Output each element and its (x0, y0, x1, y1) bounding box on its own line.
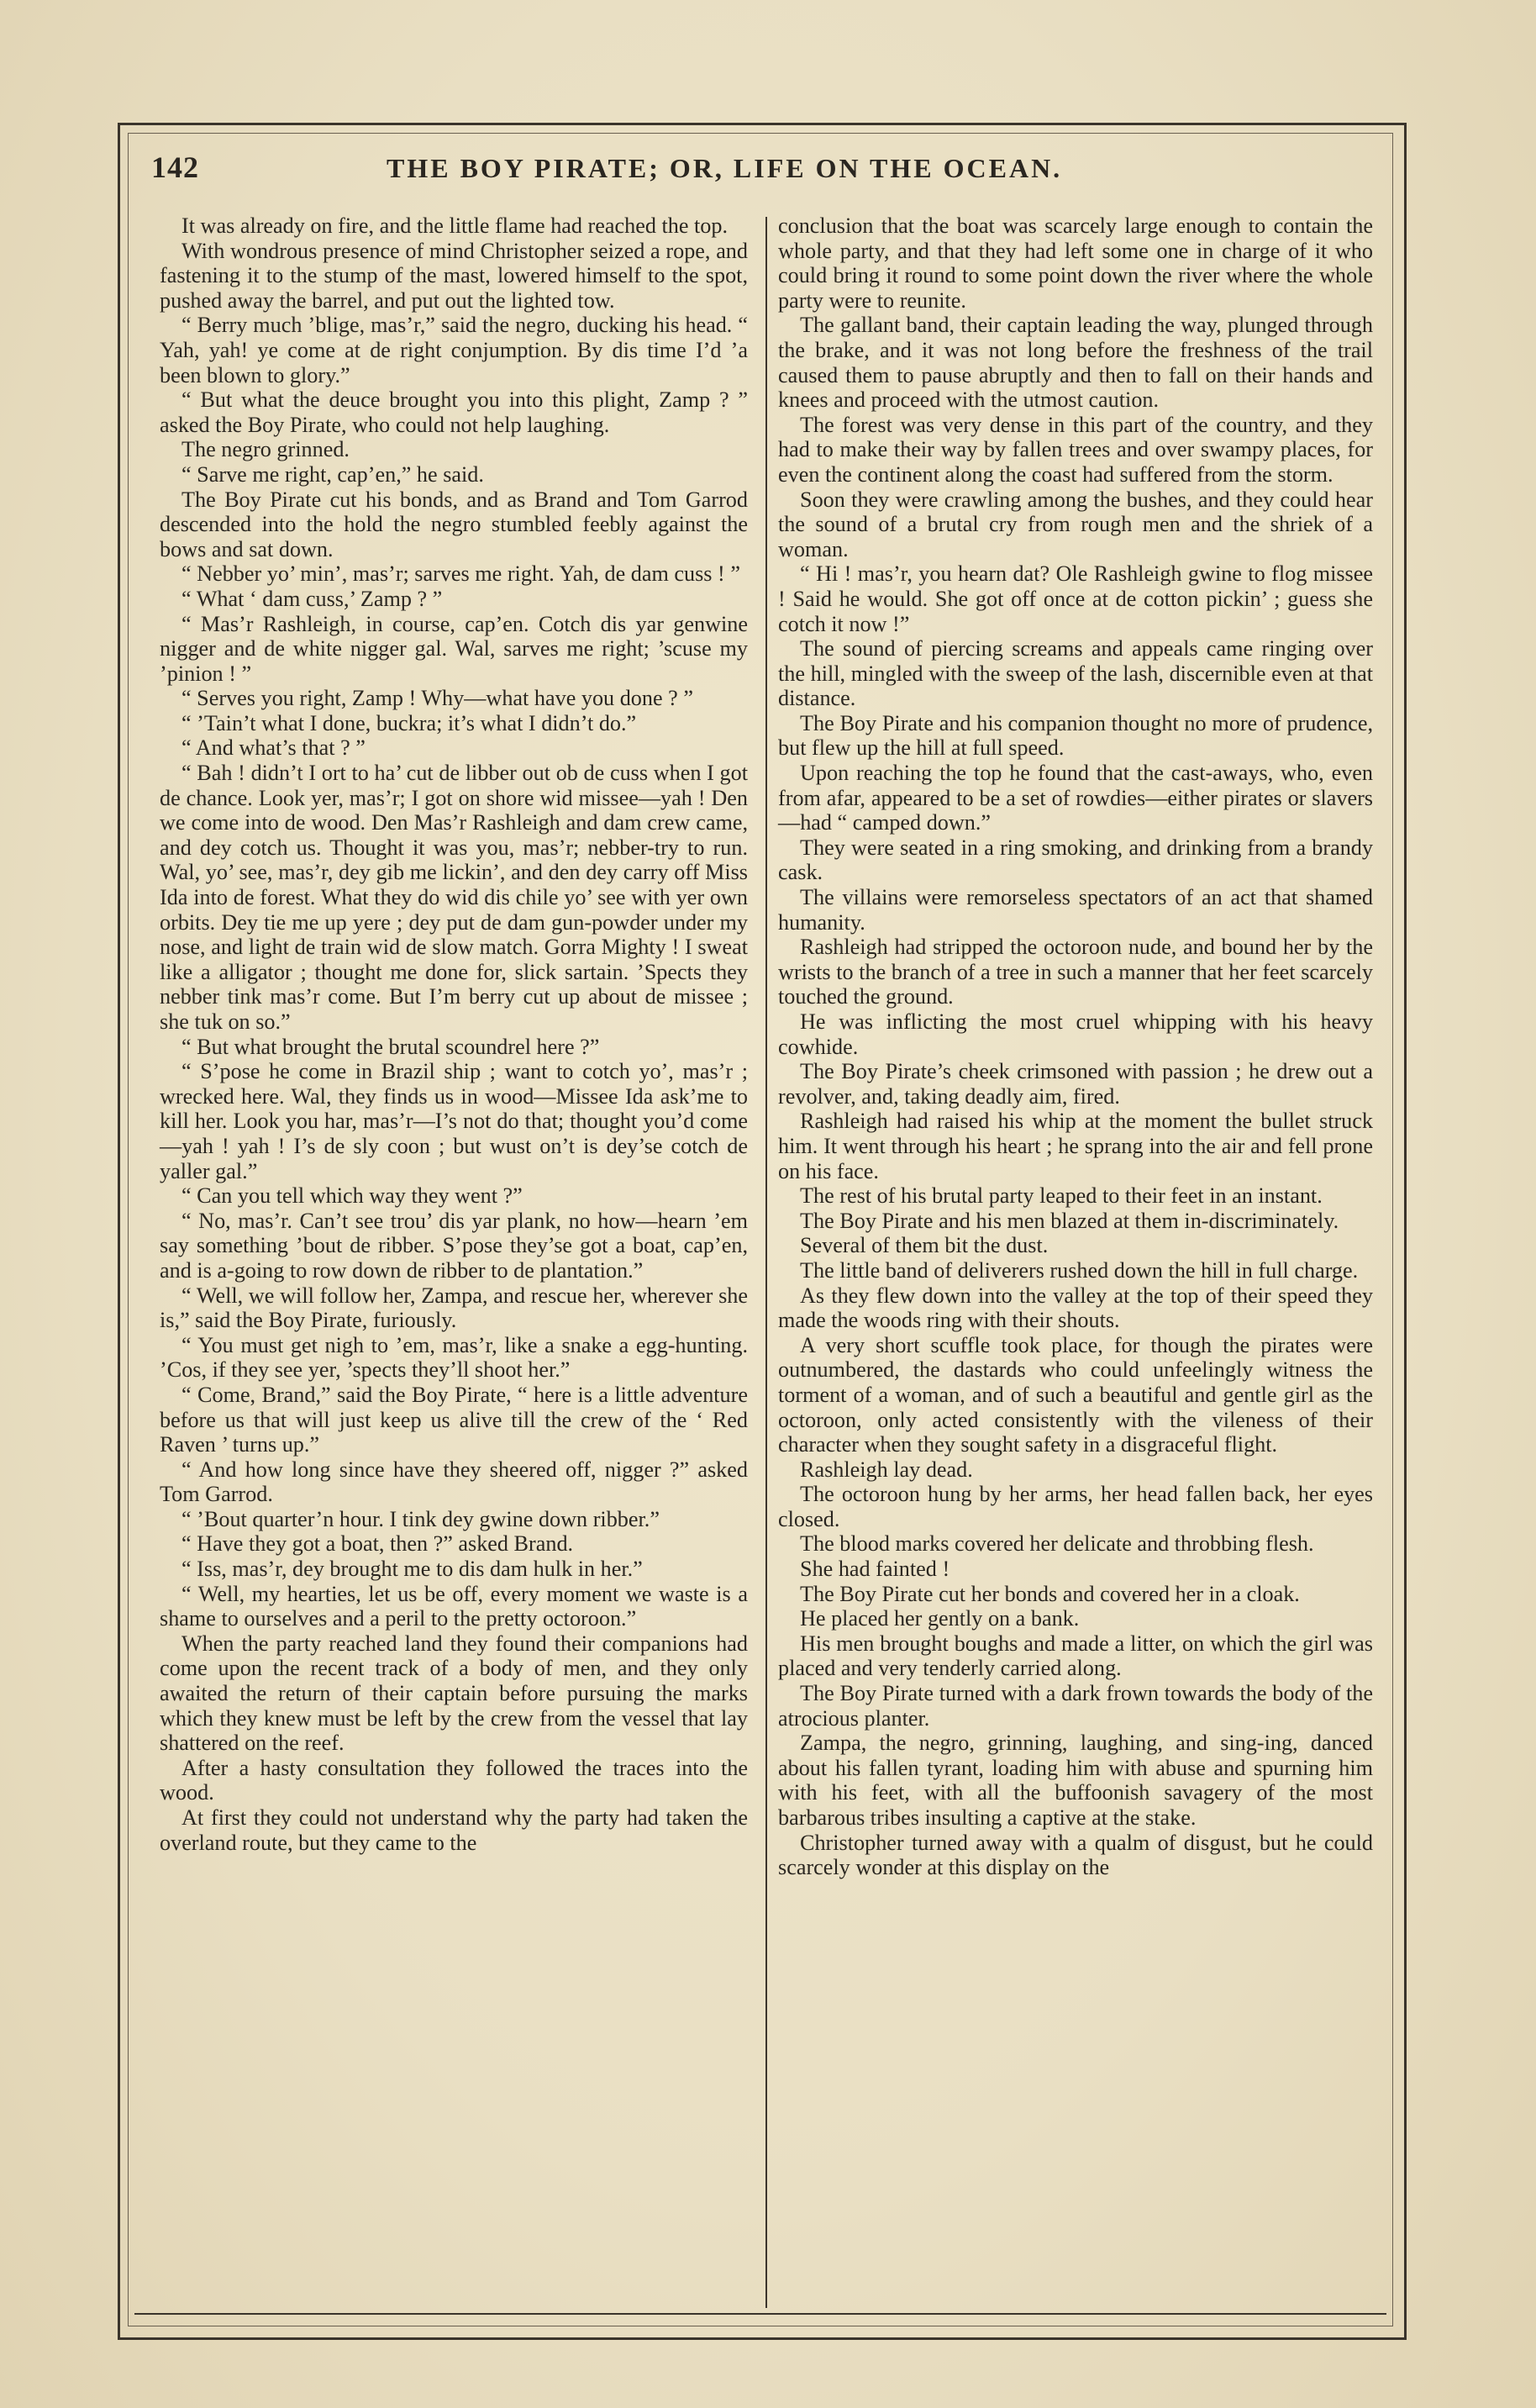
column-divider (765, 217, 767, 2308)
paragraph: The blood marks covered her delicate and throbbing flesh. (800, 1531, 1314, 1557)
paragraph: “ Serves you right, Zamp ! Why—what have you done ? ” (181, 686, 693, 711)
page-number: 142 (151, 150, 199, 184)
paragraph: The villains were remorseless spectators of an act that shamed humanity. (778, 885, 1373, 935)
paragraph: Rashleigh lay dead. (800, 1457, 973, 1482)
running-header (151, 150, 1378, 200)
paragraph: It was already on fire, and the little flame had reached the top. (181, 213, 729, 238)
paragraph: “ Iss, mas’r, dey brought me to dis dam hulk in her.” (181, 1557, 643, 1582)
bottom-rule (134, 2313, 1386, 2315)
paragraph: “ Sarve me right, cap’en,” he said. (181, 461, 484, 487)
paragraph: The little band of deliverers rushed down the hill in full charge. (800, 1257, 1359, 1283)
paragraph: The forest was very dense in this part of the country, and they had to make their way by fallen trees and over swampy places, for even the continent along the coast had suffered from the storm. (778, 412, 1373, 487)
paragraph: “ Have they got a boat, then ?” asked Brand. (181, 1531, 574, 1557)
paragraph: Christopher turned away with a qualm of disgust, but he could scarcely wonder at this display on the (778, 1830, 1373, 1880)
paragraph: They were seated in a ring smoking, and drinking from a brandy cask. (778, 835, 1373, 885)
paragraph: The Boy Pirate cut his bonds, and as Brand and Tom Garrod descended into the hold the negro stumbled feebly against the bows and sat down. (160, 487, 748, 561)
paragraph: The Boy Pirate cut her bonds and covered her in a cloak. (800, 1581, 1300, 1606)
left-column (160, 213, 748, 1855)
paragraph: “ Berry much ’blige, mas’r,” said the negro, ducking his head. “ Yah, yah! ye come at de right conjumption. By dis time I’d ’a been blown to glory.” (160, 313, 748, 387)
paragraph: “ What ‘ dam cuss,’ Zamp ? ” (181, 586, 443, 611)
paragraph: The Boy Pirate turned with a dark frown towards the body of the atrocious planter. (778, 1681, 1373, 1731)
running-title: THE BOY PIRATE; OR, LIFE ON THE OCEAN. (387, 153, 1063, 183)
paragraph: The Boy Pirate’s cheek crimsoned with passion ; he drew out a revolver, and, taking deadly aim, fired. (778, 1059, 1373, 1109)
paragraph: The sound of piercing screams and appeals came ringing over the hill, mingled with the sweep of the lash, discernible even at that distance. (778, 636, 1373, 711)
paragraph: “ S’pose he come in Brazil ship ; want to cotch yo’, mas’r ; wrecked here. Wal, they finds us in wood—Missee Ida ask’me to kill her. Look you har, mas’r—I’s not do that; thought you’d come—yah ! yah ! I’s de sly coon ; but wust on’t is dey’se cotch de yaller gal.” (160, 1059, 748, 1183)
paragraph: Rashleigh had stripped the octoroon nude, and bound her by the wrists to the branch of a tree in such a manner that her feet scarcely touched the ground. (778, 935, 1373, 1009)
paragraph: “ And how long since have they sheered off, nigger ?” asked Tom Garrod. (160, 1457, 748, 1507)
paragraph: He placed her gently on a bank. (800, 1606, 1080, 1631)
paragraph: “ ’Bout quarter’n hour. I tink dey gwine down ribber.” (181, 1506, 660, 1531)
paragraph: His men brought boughs and made a litter, on which the girl was placed and very tenderly carried along. (778, 1631, 1373, 1681)
paragraph: The Boy Pirate and his companion thought no more of prudence, but flew up the hill at full speed. (778, 710, 1373, 761)
paragraph: “ Can you tell which way they went ?” (181, 1183, 523, 1209)
paragraph: “ You must get nigh to ’em, mas’r, like a snake a egg-hunting. ’Cos, if they see yer, ’spects they’ll shoot her.” (160, 1332, 748, 1383)
paragraph: She had fainted ! (800, 1557, 950, 1582)
paragraph: With wondrous presence of mind Christopher seized a rope, and fastening it to the stump of the mast, lowered himself to the spot, pushed away the barrel, and put out the lighted tow. (160, 238, 748, 313)
paragraph: “ Bah ! didn’t I ort to ha’ cut de libber out ob de cuss when I got de chance. Look yer, mas’r; I got on shore wid missee—yah ! Den we come into de wood. Den Mas’r Rashleigh and dam crew came, and dey cotch us. Thought it was you, mas’r; nebber-try to run. Wal, yo’ see, mas’r, dey gib me lickin’, and den dey carry off Miss Ida into de forest. What they do wid dis chile yo’ see with yer own orbits. Dey tie me up yere ; dey put de dam gun-powder under my nose, and light de train wid de slow match. Gorra Mighty ! I sweat like a alligator ; thought me done for, slick sartain. ’Spects they nebber tink mas’r come. But I’m berry cut up about de missee ; she tuk on so.” (160, 761, 748, 1034)
paragraph: The rest of his brutal party leaped to their feet in an instant. (800, 1183, 1323, 1209)
paragraph: “ ’Tain’t what I done, buckra; it’s what I didn’t do.” (181, 710, 637, 735)
paragraph: Zampa, the negro, grinning, laughing, and sing-ing, danced about his fallen tyrant, loading him with abuse and spurning him with his feet, with all the buffoonish savagery of the most barbarous tribes insulting a captive at the stake. (778, 1731, 1373, 1830)
paragraph: “ But what brought the brutal scoundrel here ?” (181, 1034, 600, 1059)
paragraph: “ Mas’r Rashleigh, in course, cap’en. Cotch dis yar genwine nigger and de white nigger gal. Wal, sarves me right; ’scuse my ’pinion ! ” (160, 611, 748, 686)
paragraph: Soon they were crawling among the bushes, and they could hear the sound of a brutal cry from rough men and the shriek of a woman. (778, 487, 1373, 561)
paragraph: “ And what’s that ? ” (181, 735, 366, 761)
paragraph: “ But what the deuce brought you into this plight, Zamp ? ” asked the Boy Pirate, who could not help laughing. (160, 387, 748, 437)
paragraph: The Boy Pirate and his men blazed at them in-discriminately. (800, 1208, 1339, 1233)
paragraph: “ Come, Brand,” said the Boy Pirate, “ here is a little adventure before us that will just keep us alive till the crew of the ‘ Red Raven ’ turns up.” (160, 1382, 748, 1457)
paragraph: conclusion that the boat was scarcely large enough to contain the whole party, and that they had left some one in charge of it who could bring it round to some point down the river where the whole party were to reunite. (778, 213, 1373, 313)
paragraph: Rashleigh had raised his whip at the moment the bullet struck him. It went through his heart ; he sprang into the air and fell prone on his face. (778, 1109, 1373, 1183)
paragraph: When the party reached land they found their companions had come upon the recent track of a body of men, and they only awaited the return of their captain before pursuing the marks which they knew must be left by the crew from the vessel that lay shattered on the reef. (160, 1631, 748, 1756)
paragraph: The octoroon hung by her arms, her head fallen back, her eyes closed. (778, 1482, 1373, 1531)
paragraph: The negro grinned. (181, 437, 350, 462)
paragraph: “ Nebber yo’ min’, mas’r; sarves me right. Yah, de dam cuss ! ” (181, 561, 740, 587)
paragraph: “ No, mas’r. Can’t see trou’ dis yar plank, no how—hearn ’em say something ’bout de ribber. S’pose they’se got a boat, cap’en, and is a-going to row down de ribber to de plantation.” (160, 1208, 748, 1283)
paragraph: “ Well, we will follow her, Zampa, and rescue her, wherever she is,” said the Boy Pirate, furiously. (160, 1283, 748, 1333)
paragraph: Upon reaching the top he found that the cast-aways, who, even from afar, appeared to be a set of rowdies—either pirates or slavers—had “ camped down.” (778, 761, 1373, 835)
paragraph: At first they could not understand why the party had taken the overland route, but they came to the (160, 1805, 748, 1855)
paragraph: He was inflicting the most cruel whipping with his heavy cowhide. (778, 1009, 1373, 1059)
paragraph: The gallant band, their captain leading the way, plunged through the brake, and it was not long before the freshness of the trail caused them to pause abruptly and then to fall on their hands and knees and proceed with the utmost caution. (778, 313, 1373, 413)
right-column (778, 213, 1373, 1880)
paragraph: As they flew down into the valley at the top of their speed they made the woods ring with their shouts. (778, 1283, 1373, 1333)
paragraph: A very short scuffle took place, for though the pirates were outnumbered, the dastards who could unfeelingly witness the torment of a woman, and of such a beautiful and gentle girl as the octoroon, only acted consistently with the vileness of their character when they sought safety in a disgraceful flight. (778, 1332, 1373, 1457)
paragraph: After a hasty consultation they followed the traces into the wood. (160, 1755, 748, 1805)
paragraph: “ Hi ! mas’r, you hearn dat? Ole Rashleigh gwine to flog missee ! Said he would. She got off once at de cotton pickin’ ; guess she cotch it now !” (778, 561, 1373, 636)
paragraph: “ Well, my hearties, let us be off, every moment we waste is a shame to ourselves and a peril to the pretty octoroon.” (160, 1581, 748, 1631)
paragraph: Several of them bit the dust. (800, 1233, 1049, 1258)
